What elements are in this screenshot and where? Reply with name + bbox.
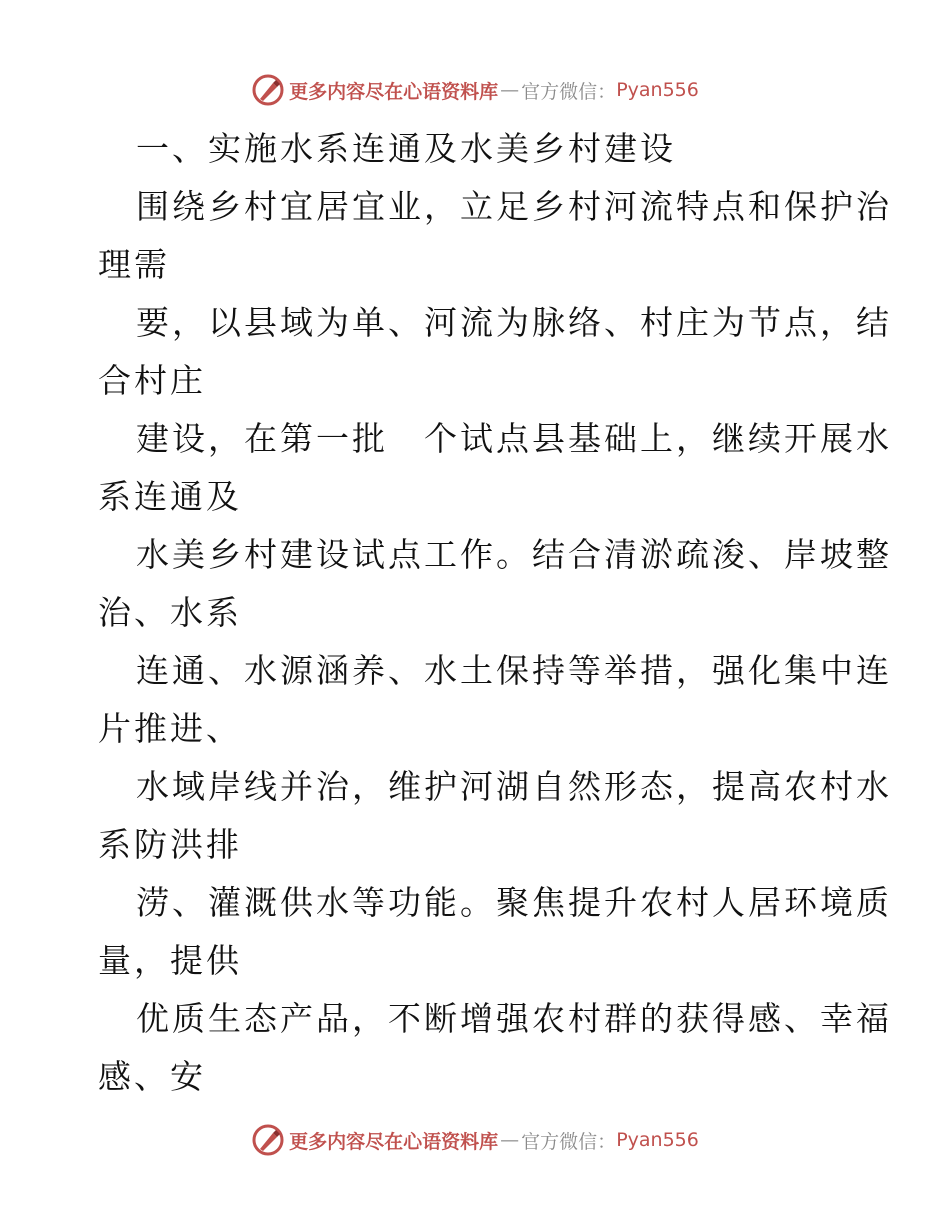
text-line: 系防洪排 xyxy=(98,825,242,864)
text-line: 治、水系 xyxy=(98,593,242,632)
watermark-wechat-id: Pyan556 xyxy=(616,79,699,101)
text-line: 建设，在第一批 个试点县基础上，继续开展水 xyxy=(136,419,892,458)
text-line: 水美乡村建设试点工作。结合清淤疏浚、岸坡整 xyxy=(136,535,892,574)
text-line: 涝、灌溉供水等功能。聚焦提升农村人居环境质 xyxy=(136,883,892,922)
watermark-wechat-id: Pyan556 xyxy=(616,1129,699,1151)
watermark-site-name: 更多内容尽在心语资料库 xyxy=(289,80,499,103)
pen-logo-icon xyxy=(251,1123,285,1157)
text-line: 围绕乡村宜居宜业，立足乡村河流特点和保护治 xyxy=(136,187,892,226)
text-line: 优质生态产品，不断增强农村群的获得感、幸福 xyxy=(136,999,892,1038)
text-line: 要，以县域为单、河流为脉络、村庄为节点，结 xyxy=(136,303,892,342)
header-watermark xyxy=(0,70,950,110)
text-line: 系连通及 xyxy=(98,477,242,516)
text-line: 连通、水源涵养、水土保持等举措，强化集中连 xyxy=(136,651,892,690)
text-line: 合村庄 xyxy=(98,361,206,400)
footer-watermark xyxy=(0,1120,950,1160)
text-line: 理需 xyxy=(98,245,170,284)
watermark-separator: — xyxy=(500,1129,520,1151)
pen-logo-icon xyxy=(251,73,285,107)
text-line: 片推进、 xyxy=(98,709,242,748)
watermark-wechat-label: 官方微信： xyxy=(521,80,617,103)
text-line: 量，提供 xyxy=(98,941,242,980)
text-line: 水域岸线并治，维护河湖自然形态，提高农村水 xyxy=(136,767,892,806)
watermark-site-name: 更多内容尽在心语资料库 xyxy=(289,1130,499,1153)
watermark-wechat-label: 官方微信： xyxy=(521,1130,617,1153)
watermark-separator: — xyxy=(500,79,520,101)
heading-line: 一、实施水系连通及水美乡村建设 xyxy=(136,129,676,168)
text-line: 感、安 xyxy=(98,1057,206,1096)
document-body xyxy=(98,120,892,1106)
